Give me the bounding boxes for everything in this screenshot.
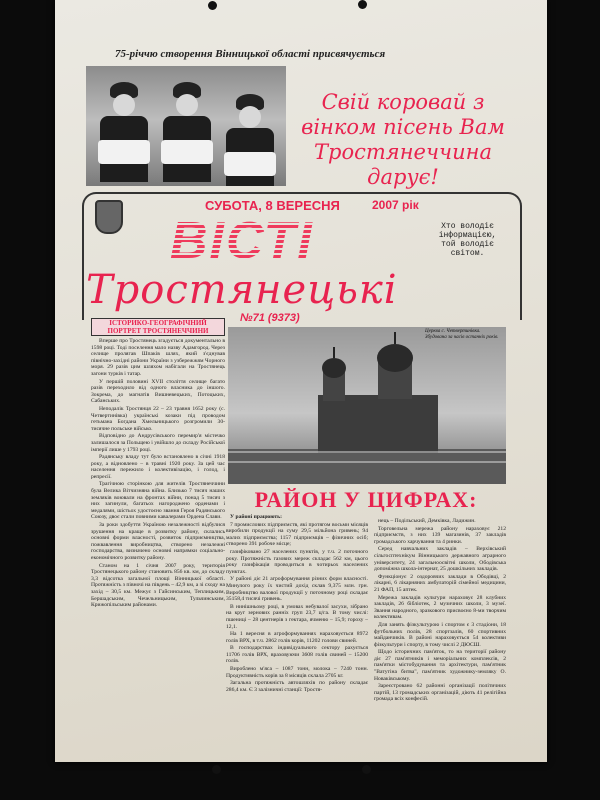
motto-line: Хто володіє: [441, 222, 494, 231]
slogan-line: дарує!: [367, 165, 439, 189]
slogan: [298, 90, 508, 190]
stats-item: Зареєстровано 62 районні організації політичних партій, 13 громадських організацій, діють 41 релігійна громада всіх конфесій.: [374, 683, 506, 703]
folk-singers-photo: [86, 66, 286, 186]
slogan-line: Свій коровай з: [321, 90, 485, 114]
article-paragraph: Відповідно до Андрусівського перемир'я містечко залишалося за Польщею і увійшло до складу Російської імперії лише у 1793 році.: [91, 433, 225, 453]
article-paragraph: Радянську владу тут було встановлено в січні 1918 року, а відновлено – в травні 1920 року. За цей час населення пережило і колективізацію, і голод, і репресії.: [91, 454, 225, 480]
stats-item: Щодо історичних пам'яток, то на території району діє 27 пам'ятників і меморіальних комплексів, 2 пам'ятки містобудування та архітектури, пам'ятник "Ватутіна битва", пам'ятник художнику-земляку О. Новаківському.: [374, 649, 506, 682]
history-article: [91, 318, 225, 718]
stats-intro: У районі працюють:: [230, 514, 283, 520]
stats-item: Вироблено м'яса – 1087 тонн, молока – 7240 тонн. Продуктивність корів за 8 місяців склала 2705 кг.: [226, 666, 368, 679]
church-illustration: [228, 327, 506, 484]
issue-date: СУБОТА, 8 ВЕРЕСНЯ: [205, 198, 340, 213]
stats-item: Торговельна мережа району нараховує 212 підприємств, з них 139 магазинів, 37 закладів громадського харчування та 4 ринки.: [374, 525, 506, 545]
stats-item: нець – Подільський, Демківка, Ладижин.: [378, 518, 476, 524]
stats-item: Функціонує 2 оздоровчих заклади в Ободівці, 2 лікарні, 6 лікарняних амбулаторій сімейної медицини, 21 ФАП, 15 аптек.: [374, 573, 506, 593]
masthead-title-bottom: Тростянецькі: [86, 267, 398, 313]
section-heading: РАЙОН У ЦИФРАХ:: [254, 487, 478, 512]
masthead-motto: [420, 222, 515, 258]
article-paragraph: Неподалік Тростянця 22 – 23 травня 1652 року (с. Четвертинівка) українські козаки під проводом гетьмана Богдана Хмельницького розгромили 30-тисячне польське військо.: [91, 405, 225, 432]
stats-item: Серед навчальних закладів – Верхівський сільгосптехнікум Вінницького державного аграрного університету, 24 загальноосвітні школи, Ободівська допоміжна школа-інтернат, 25 дошкільних закладів.: [374, 546, 506, 573]
stats-column-2: [374, 518, 506, 724]
article-heading: ІСТОРИКО-ГЕОГРАФІЧНИЙ ПОРТРЕТ ТРОСТЯНЕЧЧИНИ: [91, 318, 225, 336]
stats-item: Загальна протяжність автошляхів по району складає 286,4 км. Є 3 залізничні станції: Тростя-: [226, 680, 368, 693]
motto-line: світом.: [450, 249, 485, 258]
issue-year: 2007 рік: [372, 198, 419, 212]
stats-column-1: [226, 514, 368, 720]
stats-item: В нинішньому році, в умовах небувалої засухи, зібрано на круг зернових ранніх груп 23,7 ц/га. В тому числі: пшениці – 28 центнерів з гектара, ячменю – 15,9; гороху – 12,1.: [226, 603, 368, 630]
dedication-line: 75-річчю створення Вінницької області присвячується: [115, 48, 386, 60]
stats-item: В господарствах індивідуального сектору рахується 11706 голів ВРХ, враховуючи 3608 голів свиней – 15200 голів.: [226, 645, 368, 665]
stats-item: газифіковано 27 населених пунктів, у т.ч. 2 поточного року. Протяжність газових мереж складає 562 км, цього року газифікація проводиться в чотирьох населених пунктах.: [226, 548, 368, 575]
motto-line: інформацією,: [438, 231, 497, 240]
article-paragraph: Трагічною сторінкою для жителів Тростянеччини була Велика Вітчизняна війна. Близько 7 тисяч наших земляків воювали на фронтах війни, понад 5 тисяч з них загинули, багатьох нагороджено орденами і медалями, шістьох удостоєно звання Героя Радянського Союзу, двоє стали повними кавалерами Ордена Слави.: [91, 481, 225, 521]
masthead-title-top: ВІСТІ: [170, 212, 314, 270]
punch-hole: [208, 1, 217, 10]
article-paragraph: У першій половині XVII століття селище багато разів переходило від одного власника до іншого. Зокрема, до магнатів Вишневецьких, Потоцьких, Сабанських.: [91, 378, 225, 405]
motto-line: той володіє: [441, 240, 494, 249]
punch-hole: [358, 0, 367, 9]
church-photo: [228, 327, 506, 484]
article-paragraph: За роки здобуття Україною незалежності відбулися зрушення на краще в розвитку району, склались основні форми власності, розвиток підприємництва, пожвавлення виробництва, створено незалежні господарства, визначено основні напрямки соціально-економічного розвитку району.: [91, 522, 225, 561]
stats-item: 7 промислових підприємств, які протягом восьми місяців виробили продукції на суму 29,5 мільйона гривень; 94 малих підприємства; 1157 підприємців – фізичних осіб; створено 391 робоче місце;: [226, 521, 368, 548]
article-paragraph: Станом на 1 січня 2007 року, територія Тростянецького району становить 856 кв. км, до складу 3,3 відсотка загальної площі Вінницької області. Протяжність з півночі на південь – 42,9 км, а зі сходу на захід – 30,5 км. Межує з Гайсинським, Теплицьким, Бершадським, Чечельницьким, Тульчинським, Крижопільським районами.: [91, 562, 225, 609]
stats-item: Для занять фізкультурою і спортом є 3 стадіони, 18 футбольних полів, 28 спортзалів, 60 спортивних майданчиків. В районі нараховується 54 колективи фізкультури і спорту, в тому числі 2 ДЮСШ.: [374, 621, 506, 648]
issue-number: №71 (9373): [240, 312, 300, 324]
punch-hole: [212, 765, 221, 774]
photo-caption: Церква с. Четвертинівка. Збудована за часів останніх років.: [425, 329, 499, 340]
article-paragraph: Вперше про Тростянець згадується документально в 1598 році. Тоді поселення мало назву Адамгород. Через селище пролягав Шпаків шлях, який з'єднував північно-західні райони України з узбережжям Чорного моря. 29 разів цим шляхом набігали на Тростянець загони турків і татар.: [91, 338, 225, 377]
stats-item: На 1 вересня в агроформуваннях нараховується 8972 голів ВРХ, в т.ч. 2862 голів корів, 11202 голови свиней.: [226, 631, 368, 644]
slogan-line: вінком пісень Вам: [301, 115, 505, 139]
stats-item: У районі діє 21 агроформування різних форм власності. Минулого року їх чистий дохід склав 9,375 млн. грн. Виробництво валової продукції у поточному році складає 35158,4 тисячі гривень.: [226, 576, 368, 603]
town-crest-icon: [95, 200, 123, 234]
punch-hole: [362, 765, 371, 774]
stats-item: Мережа закладів культури нараховує 28 клубних закладів, 26 бібліотек, 2 музичних школи, 3 музеї. Звання народного, зразкового присвоєно 8-ми творчим колективам.: [374, 594, 506, 621]
slogan-line: Тростянеччина: [314, 140, 492, 164]
